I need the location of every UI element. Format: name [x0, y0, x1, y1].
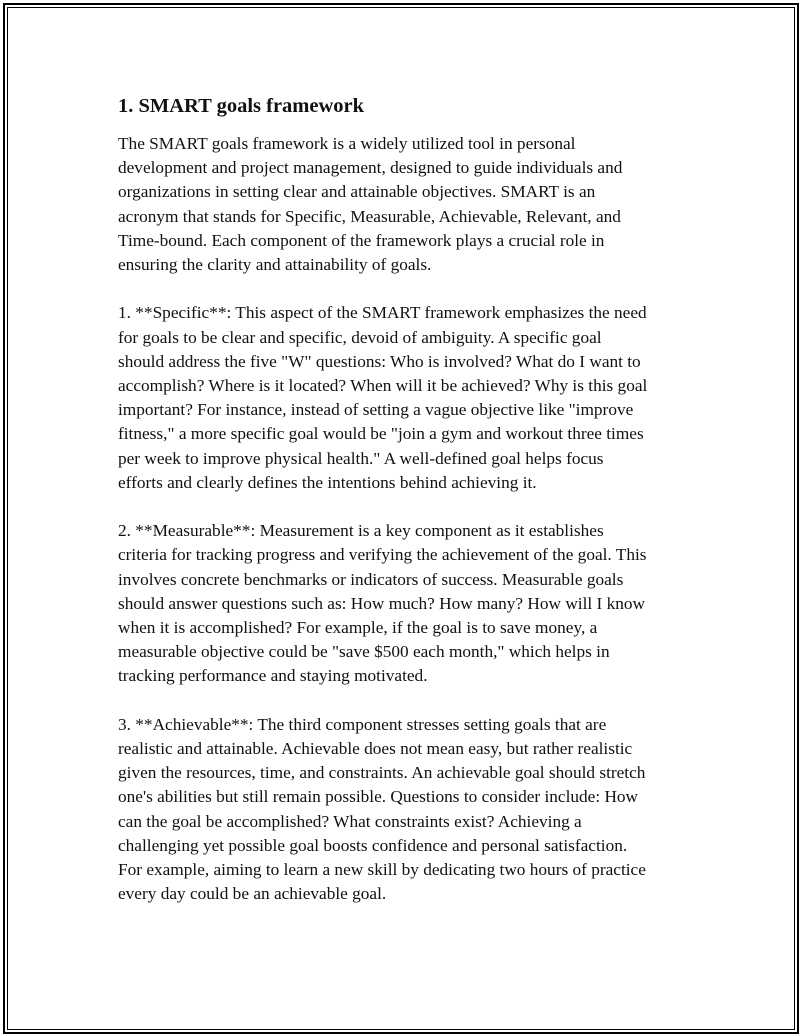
paragraph-line: 1. **Specific**: This aspect of the SMART framework emphasizes the need [118, 303, 647, 323]
paragraph-line: can the goal be accomplished? What constraints exist? Achieving a [118, 811, 582, 831]
paragraph-line: The SMART goals framework is a widely utilized tool in personal [118, 134, 576, 153]
paragraph-line: Time-bound. Each component of the framework plays a crucial role in [118, 230, 605, 250]
paragraph-line: accomplish? Where is it located? When will it be achieved? Why is this goal [118, 376, 648, 396]
paragraph-line: ensuring the clarity and attainability of goals. [118, 255, 432, 275]
paragraph-line: involves concrete benchmarks or indicators of success. Measurable goals [118, 569, 624, 589]
paragraph-line: when it is accomplished? For example, if the goal is to save money, a [118, 618, 598, 638]
paragraph-line: organizations in setting clear and attainable objectives. SMART is an [118, 182, 596, 202]
measurable-paragraph [118, 519, 688, 688]
paragraph-line: challenging yet possible goal boosts confidence and personal satisfaction. [118, 835, 628, 855]
paragraph-line: tracking performance and staying motivated. [118, 666, 428, 686]
document-body [118, 92, 688, 931]
paragraph-line: every day could be an achievable goal. [118, 884, 387, 904]
intro-paragraph [118, 132, 688, 277]
paragraph-line: For example, aiming to learn a new skill by dedicating two hours of practice [118, 860, 646, 880]
section-heading: 1. SMART goals framework [118, 95, 365, 117]
paragraph-line: one's abilities but still remain possible. Questions to consider include: How [118, 787, 639, 807]
paragraph-line: important? For instance, instead of setting a vague objective like "improve [118, 400, 634, 420]
paragraph-line: fitness," a more specific goal would be "join a gym and workout three times [118, 424, 644, 444]
paragraph-line: 2. **Measurable**: Measurement is a key component as it establishes [118, 521, 604, 541]
paragraph-line: per week to improve physical health." A well-defined goal helps focus [118, 448, 604, 468]
paragraph-line: development and project management, designed to guide individuals and [118, 158, 623, 178]
achievable-paragraph [118, 713, 688, 907]
paragraph-line: measurable objective could be "save $500 each month," which helps in [118, 642, 610, 662]
paragraph-line: should answer questions such as: How much? How many? How will I know [118, 593, 646, 613]
paragraph-line: realistic and attainable. Achievable does not mean easy, but rather realistic [118, 739, 633, 759]
paragraph-line: 3. **Achievable**: The third component stresses setting goals that are [118, 714, 607, 734]
paragraph-line: acronym that stands for Specific, Measurable, Achievable, Relevant, and [118, 206, 621, 226]
paragraph-line: efforts and clearly defines the intentions behind achieving it. [118, 472, 537, 492]
specific-paragraph [118, 301, 688, 495]
paragraph-line: given the resources, time, and constraints. An achievable goal should stretch [118, 763, 646, 783]
paragraph-line: criteria for tracking progress and verifying the achievement of the goal. This [118, 545, 647, 565]
paragraph-line: should address the five "W" questions: Who is involved? What do I want to [118, 351, 641, 371]
paragraph-line: for goals to be clear and specific, devoid of ambiguity. A specific goal [118, 327, 602, 347]
